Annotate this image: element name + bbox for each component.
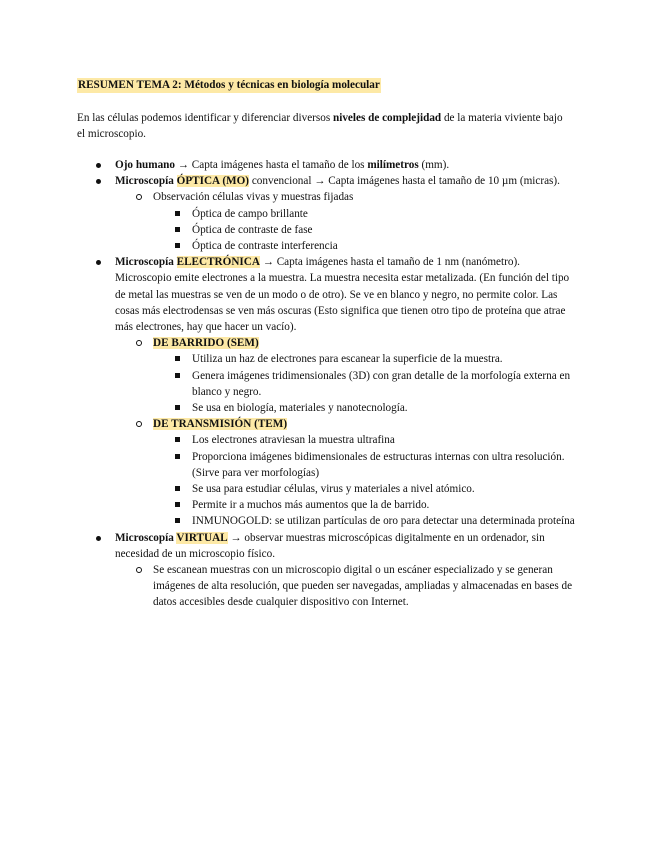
- optica-sublist: [153, 189, 575, 254]
- virtual-label-2: VIRTUAL: [176, 531, 228, 544]
- optica-sub-item: [153, 189, 575, 254]
- tem-item: [153, 416, 575, 529]
- virtual-label-1: Microscopía: [115, 531, 177, 544]
- main-list: [115, 157, 575, 611]
- ojo-text: → Capta imágenes hasta el tamaño de los: [175, 159, 368, 171]
- optica-types-list: [192, 206, 575, 255]
- sem-label: DE BARRIDO (SEM): [153, 337, 259, 350]
- list-item: Se usa para estudiar células, virus y materiales a nivel atómico.: [192, 481, 575, 497]
- intro-paragraph: [77, 110, 567, 142]
- list-item: Proporciona imágenes bidimensionales de estructuras internas con ultra resolución. (Sirve para ver morfologías): [192, 449, 575, 481]
- intro-text: En las células podemos identificar y diferenciar diversos: [77, 112, 333, 124]
- list-item: Óptica de campo brillante: [192, 206, 575, 222]
- tem-label: DE TRANSMISIÓN (TEM): [153, 418, 288, 431]
- list-item: Permite ir a muchos más aumentos que la de barrido.: [192, 497, 575, 513]
- intro-text-end: de la materia viviente bajo el microscopio.: [77, 112, 563, 140]
- electronica-sublist: [153, 335, 575, 529]
- intro-bold: niveles de complejidad: [332, 112, 442, 124]
- list-item: Genera imágenes tridimensionales (3D) con gran detalle de la morfología externa en blanco y negro.: [192, 368, 575, 400]
- virtual-text: → observar muestras microscópicas digitalmente en un ordenador, sin necesidad de un microscopio físico.: [115, 531, 545, 560]
- ojo-label: Ojo humano: [115, 159, 175, 171]
- list-item-virtual: [115, 530, 575, 611]
- optica-label-1: Microscopía: [115, 175, 177, 188]
- optica-text: → Capta imágenes hasta el tamaño de 10 µm (micras).: [311, 175, 560, 188]
- optica-sub-text: Observación células vivas y muestras fijadas: [153, 191, 354, 204]
- virtual-sublist: [153, 562, 575, 611]
- tem-list: [192, 432, 575, 529]
- list-item: Los electrones atraviesan la muestra ultrafina: [192, 432, 575, 448]
- list-item: Óptica de contraste interferencia: [192, 238, 575, 254]
- electronica-label-2: ELECTRÓNICA: [176, 256, 260, 269]
- list-item-optica: [115, 173, 575, 254]
- list-item-ojo: [115, 157, 575, 173]
- optica-label-2: ÓPTICA (MO): [176, 175, 250, 188]
- ojo-text-end: (mm).: [418, 159, 450, 171]
- list-item-electronica: [115, 254, 575, 529]
- sem-list: [192, 351, 575, 416]
- list-item: Utiliza un haz de electrones para escanear la superficie de la muestra.: [192, 351, 575, 367]
- electronica-text: → Capta imágenes hasta el tamaño de 1 nm (nanómetro). Microscopio emite electrones a la muestra. La muestra necesita estar metalizada. (En función del tipo de metal las muestras se ven de un modo o de otro). Se ve en blanco y negro, no permite color. Las cosas más electrodensas se ven más oscuras (Esto significa que tienen otro tipo de proteína que atrae más electrones, hay que hacer un vacío).: [115, 256, 570, 334]
- electronica-label-1: Microscopía: [115, 256, 177, 269]
- virtual-sub-item: Se escanean muestras con un microscopio digital o un escáner especializado y se generan imágenes de alta resolución, que pueden ser navegadas, ampliadas y almacenadas en bases de datos accesibles desde cualquier dispositivo con Internet.: [153, 562, 575, 611]
- sem-item: [153, 335, 575, 416]
- ojo-bold: milímetros: [367, 159, 419, 171]
- list-item: Óptica de contraste de fase: [192, 222, 575, 238]
- optica-label-3: convencional: [249, 175, 312, 188]
- list-item: INMUNOGOLD: se utilizan partículas de oro para detectar una determinada proteína: [192, 513, 575, 529]
- document-title: RESUMEN TEMA 2: Métodos y técnicas en biología molecular: [78, 79, 380, 91]
- list-item: Se usa en biología, materiales y nanotecnología.: [192, 400, 575, 416]
